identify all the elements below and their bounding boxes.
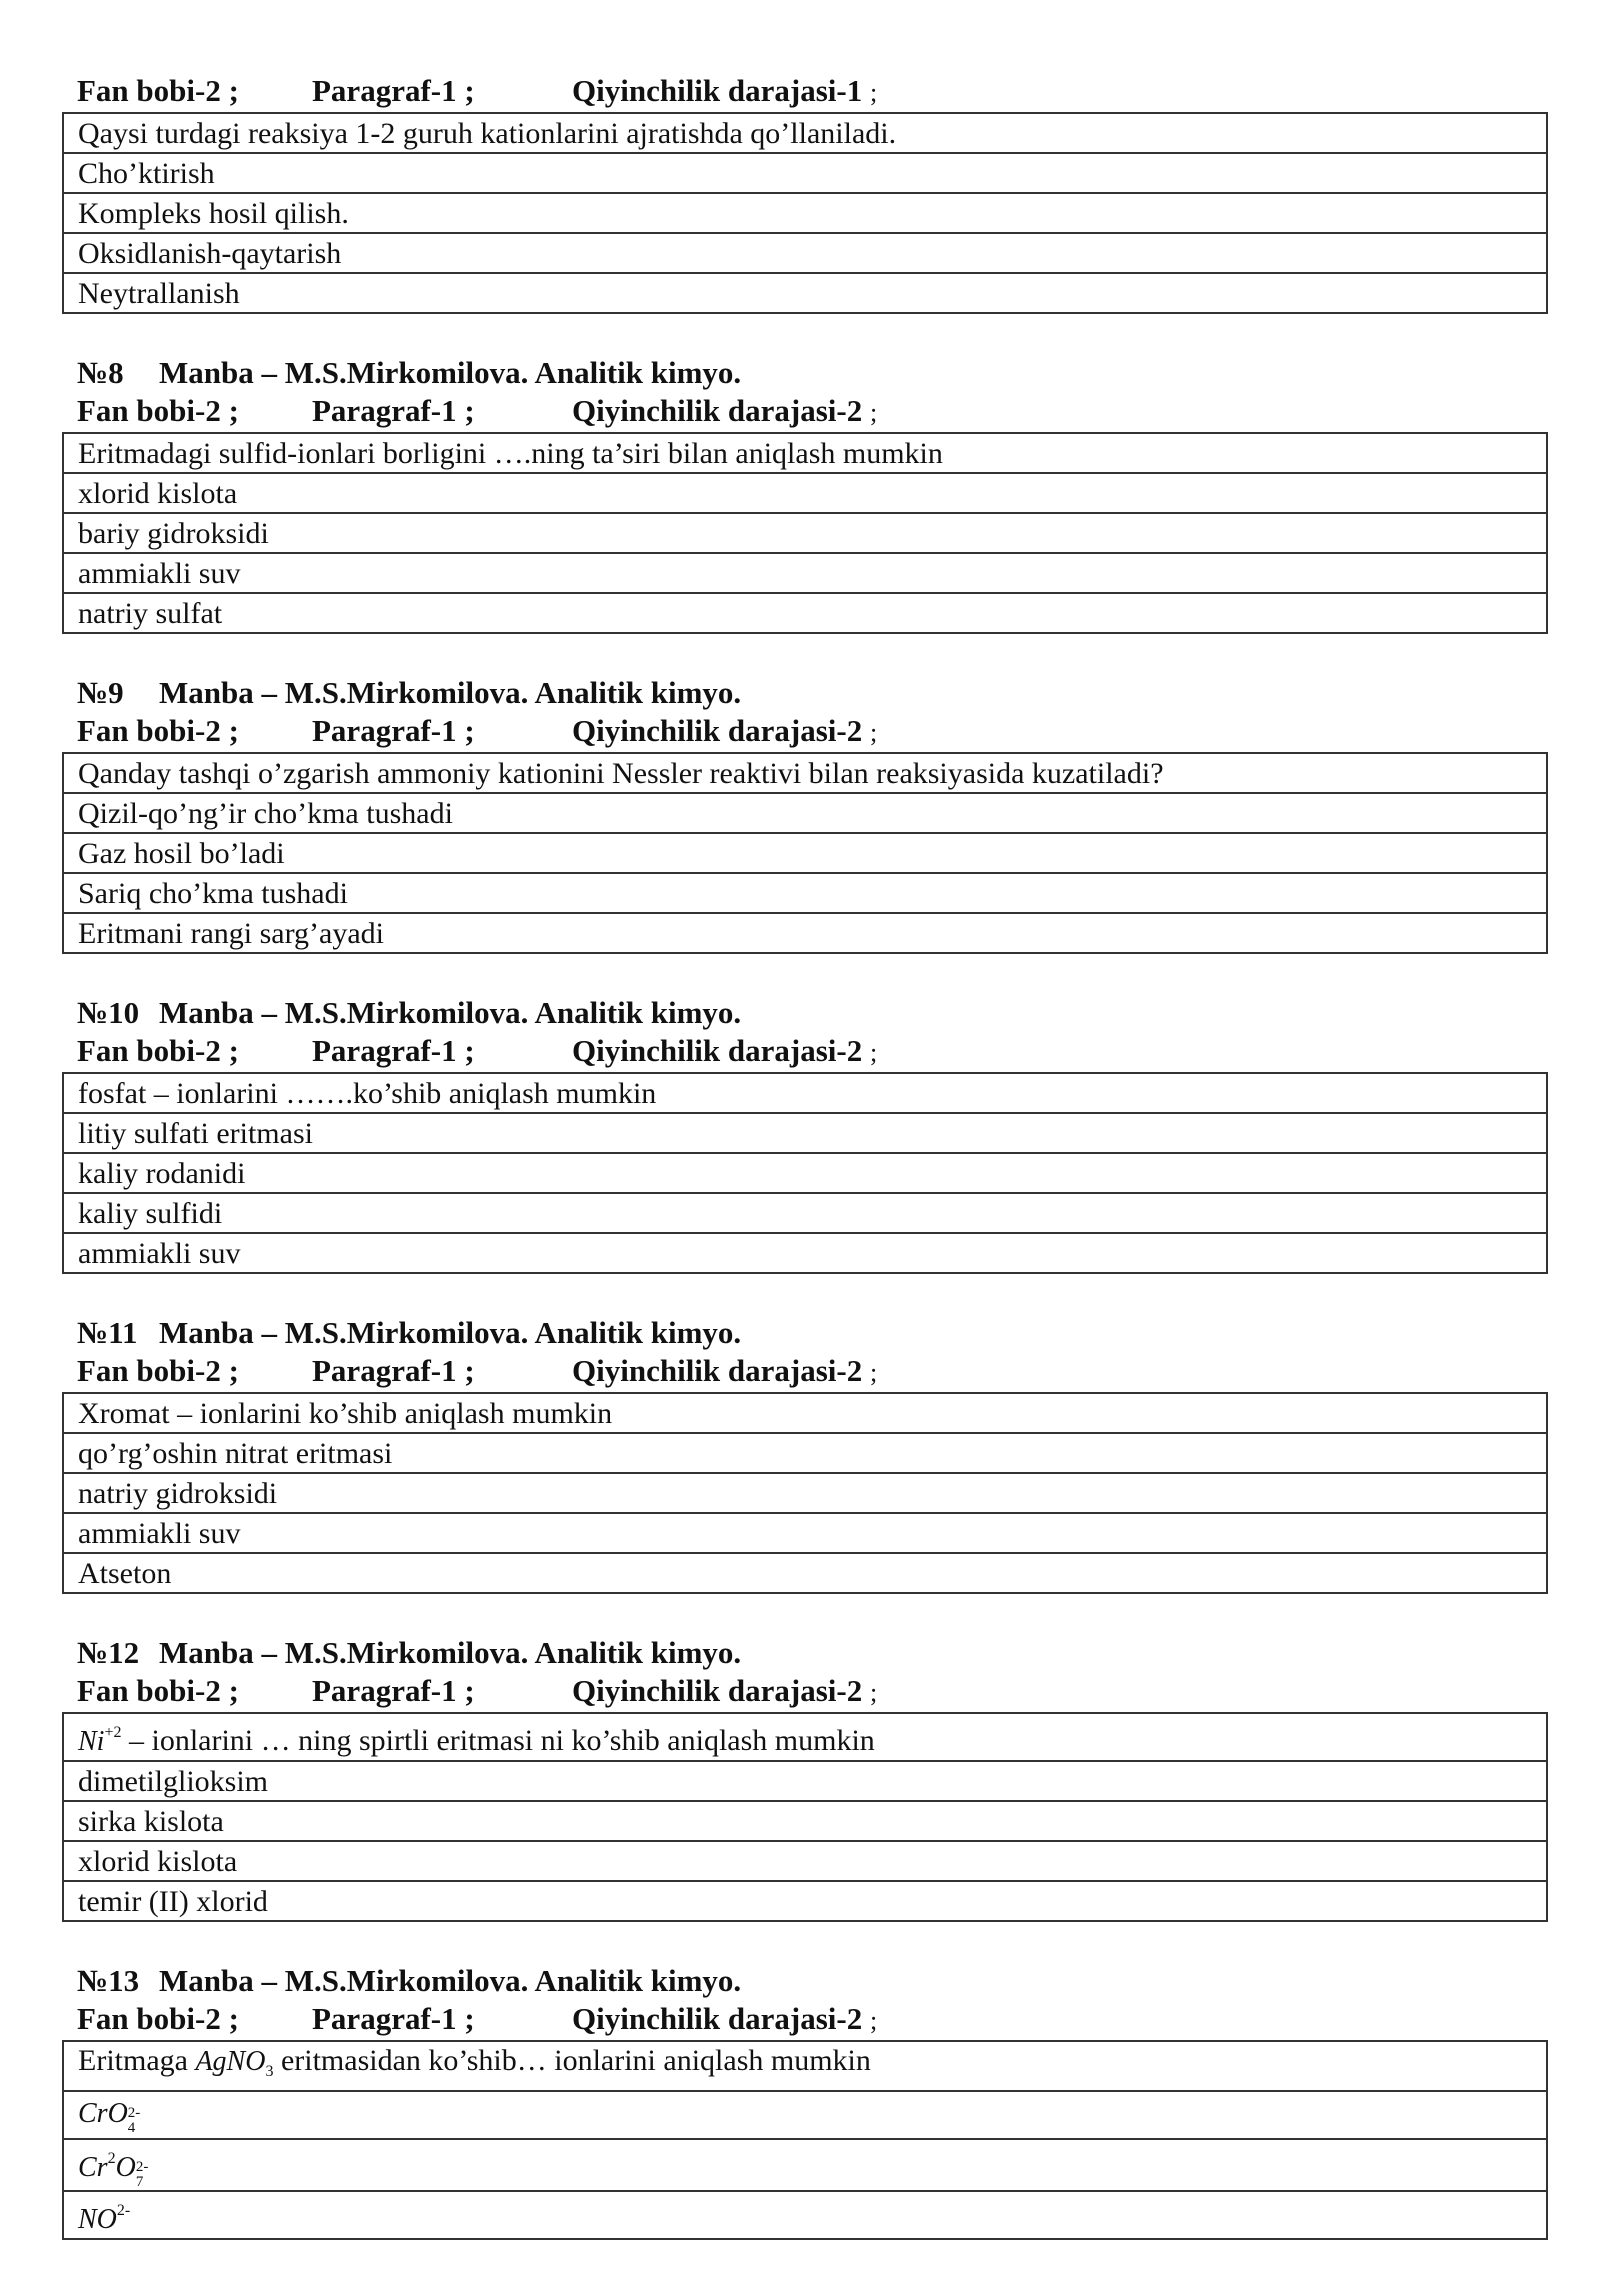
question-text (63, 1713, 1547, 1761)
formula-subscript: 7 (135, 2174, 144, 2190)
source-label: Manba – M.S.Mirkomilova. Analitik kimyo. (159, 1963, 742, 1998)
question-meta (62, 712, 1548, 752)
chapter-label: Fan bobi-2 ; (77, 713, 239, 748)
semicolon: ; (869, 1038, 878, 1067)
answer-option: Neytrallanish (63, 273, 1547, 313)
question-text: Qanday tashqi o’zgarish ammoniy kationini Nessler reaktivi bilan reaksiyasida kuzatiladi? (63, 753, 1547, 793)
formula-charge: 2- (127, 2105, 141, 2121)
answer-option: Qizil-qo’ng’ir cho’kma tushadi (63, 793, 1547, 833)
answer-option: Sariq cho’kma tushadi (63, 873, 1547, 913)
answer-option: kaliy sulfidi (63, 1193, 1547, 1233)
question-header (62, 994, 1548, 1032)
nitrite-formula (78, 2204, 130, 2235)
formula-charge: 2- (135, 2159, 149, 2175)
paragraph-label: Paragraf-1 ; (312, 713, 475, 748)
question-block-13 (62, 1962, 1548, 2240)
difficulty-label: Qiyinchilik darajasi-2 (572, 1673, 863, 1708)
chapter-label: Fan bobi-2 ; (77, 2001, 239, 2036)
semicolon: ; (869, 78, 878, 107)
question-header (62, 354, 1548, 392)
answer-option: bariy gidroksidi (63, 513, 1547, 553)
formula-charge: 2- (116, 2202, 131, 2219)
answer-option (63, 2191, 1547, 2239)
question-table (62, 1712, 1548, 1922)
semicolon: ; (869, 1678, 878, 1707)
question-number: №13 (77, 1963, 140, 1998)
difficulty-label: Qiyinchilik darajasi-2 (572, 1033, 863, 1068)
answer-option: Atseton (63, 1553, 1547, 1593)
question-block-8 (62, 354, 1548, 634)
question-block-10 (62, 994, 1548, 1274)
question-block-11 (62, 1314, 1548, 1594)
answer-option: litiy sulfati eritmasi (63, 1113, 1547, 1153)
difficulty-label: Qiyinchilik darajasi-2 (572, 713, 863, 748)
question-meta (62, 72, 1548, 112)
formula-base: Ni (78, 1726, 105, 1757)
question-meta (62, 392, 1548, 432)
question-text (63, 2041, 1547, 2091)
semicolon: ; (869, 2006, 878, 2035)
formula-base: O (115, 2152, 136, 2183)
paragraph-label: Paragraf-1 ; (312, 2001, 475, 2036)
difficulty-label: Qiyinchilik darajasi-2 (572, 2001, 863, 2036)
formula-indices (128, 2106, 141, 2136)
question-header (62, 1314, 1548, 1352)
source-label: Manba – M.S.Mirkomilova. Analitik kimyo. (159, 355, 742, 390)
chapter-label: Fan bobi-2 ; (77, 1673, 239, 1708)
document-page (62, 72, 1548, 2280)
paragraph-label: Paragraf-1 ; (312, 1353, 475, 1388)
chapter-label: Fan bobi-2 ; (77, 393, 239, 428)
chapter-label: Fan bobi-2 ; (77, 73, 239, 108)
formula-base: CrO (78, 2098, 128, 2129)
question-number: №10 (77, 995, 140, 1030)
question-header (62, 1634, 1548, 1672)
nickel-ion-formula (78, 1726, 122, 1757)
question-header (62, 1962, 1548, 2000)
answer-option: ammiakli suv (63, 1513, 1547, 1553)
difficulty-label: Qiyinchilik darajasi-2 (572, 1353, 863, 1388)
question-block-7 (62, 72, 1548, 314)
answer-option: Kompleks hosil qilish. (63, 193, 1547, 233)
paragraph-label: Paragraf-1 ; (312, 393, 475, 428)
source-label: Manba – M.S.Mirkomilova. Analitik kimyo. (159, 995, 742, 1030)
silver-nitrate-formula (195, 2046, 274, 2080)
question-number: №11 (77, 1315, 138, 1350)
answer-option: xlorid kislota (63, 473, 1547, 513)
answer-option: Eritmani rangi sarg’ayadi (63, 913, 1547, 953)
question-text: Eritmadagi sulfid-ionlari borligini ….ning ta’siri bilan aniqlash mumkin (63, 433, 1547, 473)
question-block-12 (62, 1634, 1548, 1922)
question-meta (62, 1672, 1548, 1712)
question-text-pre: Eritmaga (78, 2044, 188, 2077)
question-meta (62, 1032, 1548, 1072)
dichromate-formula (78, 2150, 149, 2190)
answer-option: xlorid kislota (63, 1841, 1547, 1881)
formula-superscript: 2 (107, 2150, 116, 2167)
answer-option: ammiakli suv (63, 1233, 1547, 1273)
answer-option: natriy gidroksidi (63, 1473, 1547, 1513)
source-label: Manba – M.S.Mirkomilova. Analitik kimyo. (159, 1315, 742, 1350)
question-block-9 (62, 674, 1548, 954)
formula-indices (136, 2160, 149, 2190)
answer-option (63, 2091, 1547, 2139)
semicolon: ; (869, 1358, 878, 1387)
question-number: №9 (77, 675, 124, 710)
answer-option: natriy sulfat (63, 593, 1547, 633)
question-header (62, 674, 1548, 712)
question-number: №8 (77, 355, 124, 390)
question-table (62, 2040, 1548, 2240)
question-text-rest: eritmasidan ko’shib… ionlarini aniqlash mumkin (280, 2044, 871, 2077)
answer-option: Cho’ktirish (63, 153, 1547, 193)
paragraph-label: Paragraf-1 ; (312, 1033, 475, 1068)
answer-option: ammiakli suv (63, 553, 1547, 593)
answer-option: qo’rg’oshin nitrat eritmasi (63, 1433, 1547, 1473)
formula-base: NO (78, 2204, 117, 2235)
question-meta (62, 2000, 1548, 2040)
question-text-rest: – ionlarini … ning spirtli eritmasi ni ko’shib aniqlash mumkin (129, 1724, 875, 1757)
question-text: Xromat – ionlarini ko’shib aniqlash mumkin (63, 1393, 1547, 1433)
question-table (62, 432, 1548, 634)
source-label: Manba – M.S.Mirkomilova. Analitik kimyo. (159, 675, 742, 710)
question-table (62, 1392, 1548, 1594)
paragraph-label: Paragraf-1 ; (312, 73, 475, 108)
question-text: fosfat – ionlarini …….ko’shib aniqlash mumkin (63, 1073, 1547, 1113)
answer-option: Oksidlanish-qaytarish (63, 233, 1547, 273)
chromate-formula (78, 2098, 141, 2136)
answer-option: temir (II) xlorid (63, 1881, 1547, 1921)
answer-option: Gaz hosil bo’ladi (63, 833, 1547, 873)
semicolon: ; (869, 718, 878, 747)
question-meta (62, 1352, 1548, 1392)
answer-option: kaliy rodanidi (63, 1153, 1547, 1193)
paragraph-label: Paragraf-1 ; (312, 1673, 475, 1708)
formula-subscript: 3 (265, 2063, 274, 2080)
question-table (62, 112, 1548, 314)
formula-base: AgNO (195, 2046, 266, 2077)
formula-base: Cr (78, 2152, 108, 2183)
question-text: Qaysi turdagi reaksiya 1-2 guruh kationlarini ajratishda qo’llaniladi. (63, 113, 1547, 153)
chapter-label: Fan bobi-2 ; (77, 1353, 239, 1388)
question-table (62, 752, 1548, 954)
answer-option: sirka kislota (63, 1801, 1547, 1841)
source-label: Manba – M.S.Mirkomilova. Analitik kimyo. (159, 1635, 742, 1670)
chapter-label: Fan bobi-2 ; (77, 1033, 239, 1068)
answer-option (63, 2139, 1547, 2191)
formula-subscript: 4 (127, 2120, 136, 2136)
difficulty-label: Qiyinchilik darajasi-2 (572, 393, 863, 428)
question-table (62, 1072, 1548, 1274)
formula-charge: +2 (104, 1724, 122, 1741)
answer-option: dimetilglioksim (63, 1761, 1547, 1801)
question-number: №12 (77, 1635, 140, 1670)
semicolon: ; (869, 398, 878, 427)
difficulty-label: Qiyinchilik darajasi-1 (572, 73, 863, 108)
